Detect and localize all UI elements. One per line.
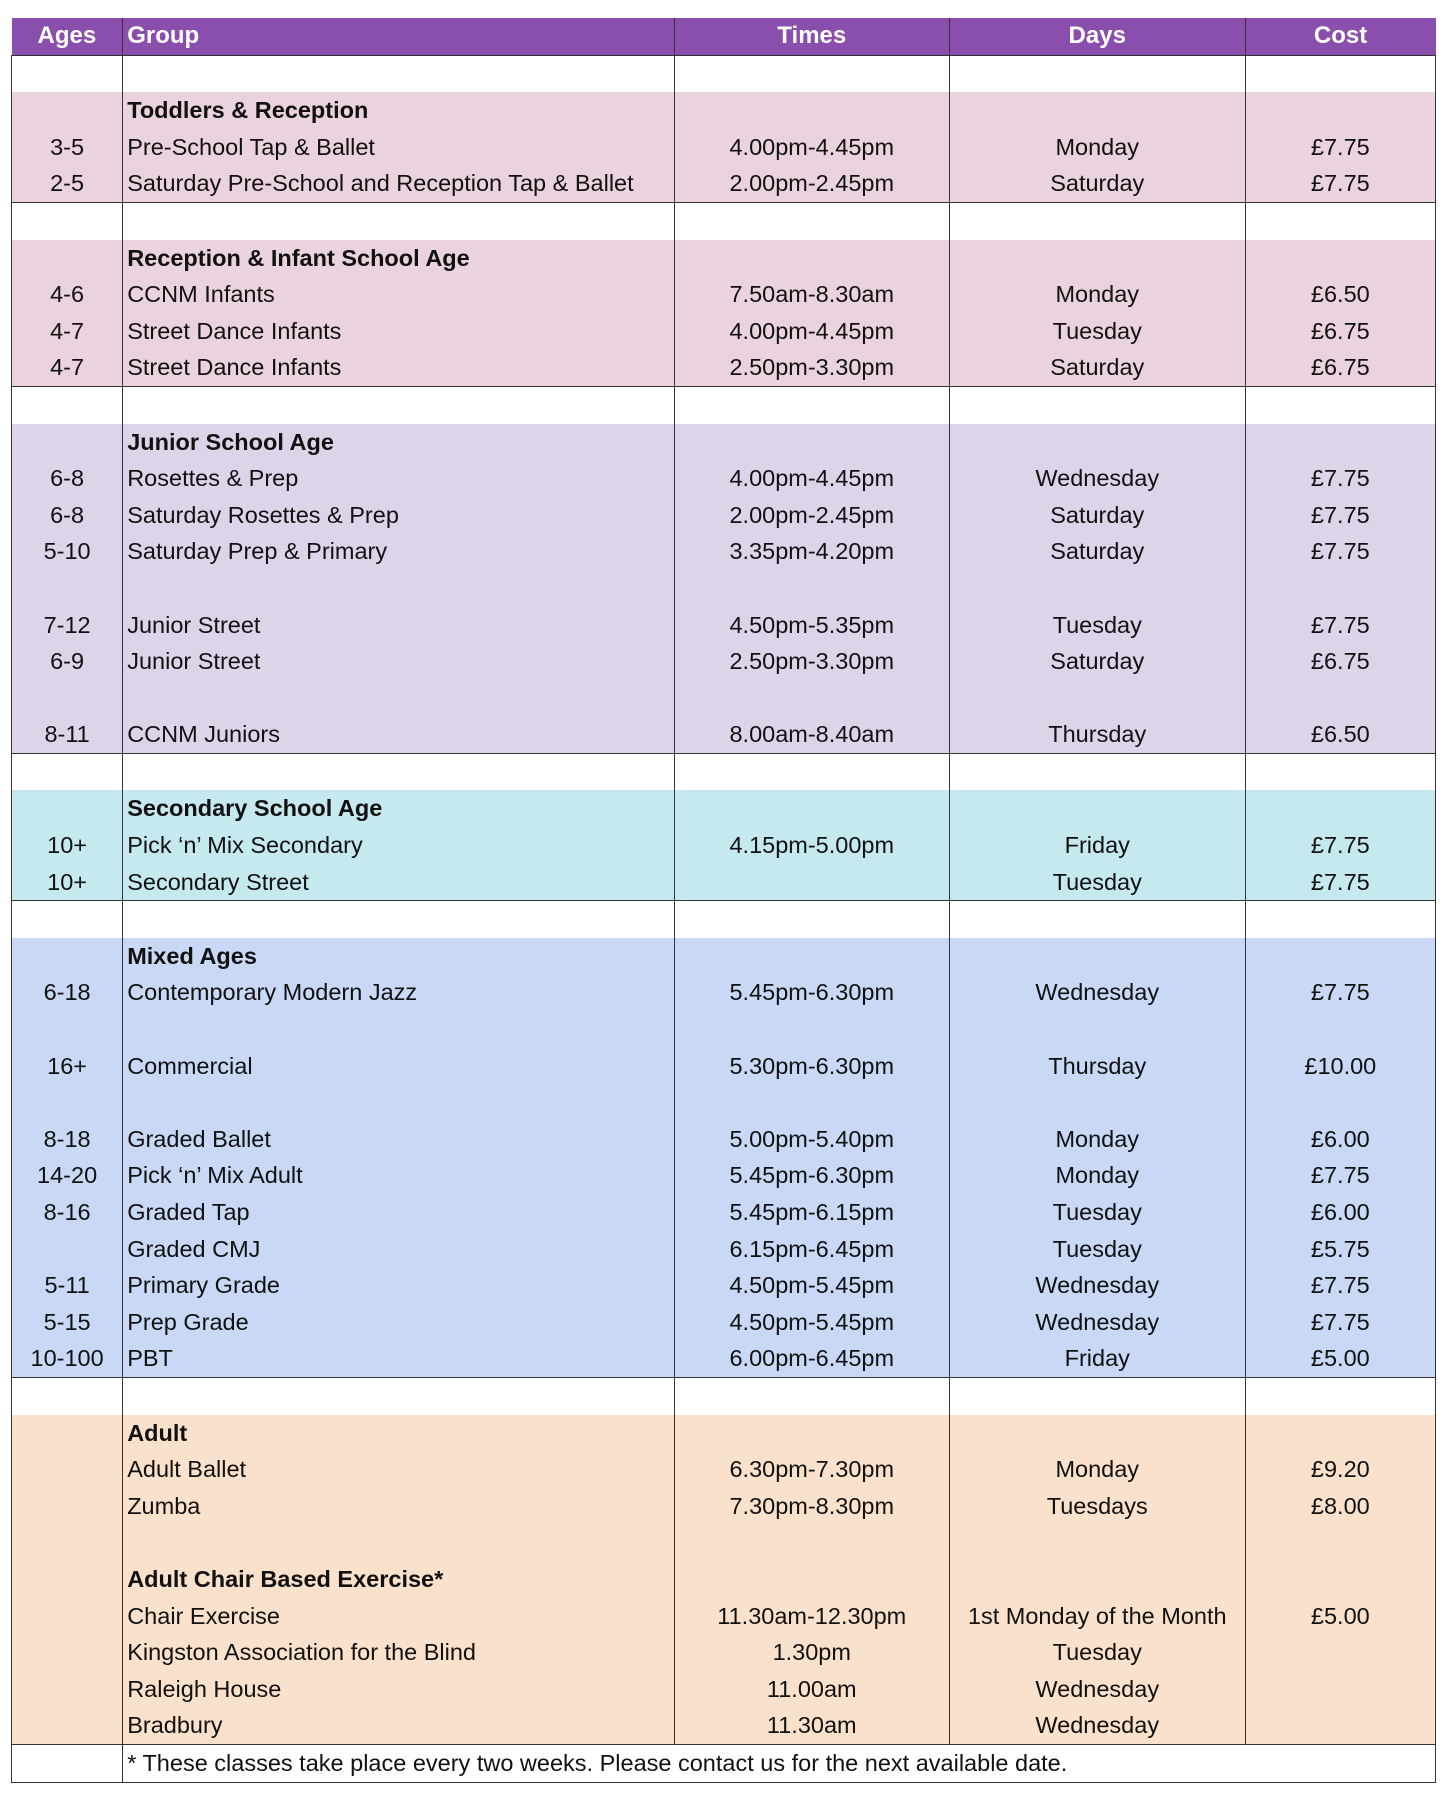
cell-times: 6.00pm-6.45pm <box>674 1340 949 1377</box>
cell-ages <box>12 1377 123 1414</box>
table-row <box>12 1011 1436 1048</box>
cell-ages <box>12 1231 123 1268</box>
cell-days <box>949 1011 1245 1048</box>
cell-times: 4.50pm-5.45pm <box>674 1267 949 1304</box>
cell-cost: £7.75 <box>1245 864 1435 901</box>
cell-times <box>674 1084 949 1121</box>
table-row <box>12 497 1436 534</box>
table-row <box>12 276 1436 313</box>
cell-times <box>674 55 949 92</box>
table-row <box>12 643 1436 680</box>
cell-group: Pick ‘n’ Mix Secondary <box>123 827 674 864</box>
cell-days: Tuesday <box>949 864 1245 901</box>
cell-group: Contemporary Modern Jazz <box>123 974 674 1011</box>
cell-ages: 6-9 <box>12 643 123 680</box>
cell-times: 7.30pm-8.30pm <box>674 1488 949 1525</box>
cell-cost <box>1245 386 1435 423</box>
cell-cost: £6.00 <box>1245 1194 1435 1231</box>
cell-cost <box>1245 92 1435 129</box>
cell-ages <box>12 938 123 975</box>
cell-days: Saturday <box>949 533 1245 570</box>
table-row <box>12 1231 1436 1268</box>
cell-cost: £6.75 <box>1245 349 1435 386</box>
cell-ages <box>12 202 123 239</box>
table-row <box>12 716 1436 753</box>
cell-ages <box>12 1488 123 1525</box>
cell-cost: £7.75 <box>1245 129 1435 166</box>
cell-group: Primary Grade <box>123 1267 674 1304</box>
cell-group <box>123 1377 674 1414</box>
cell-days: Wednesday <box>949 1304 1245 1341</box>
cell-times: 5.30pm-6.30pm <box>674 1048 949 1085</box>
cell-group: Graded Tap <box>123 1194 674 1231</box>
cell-group: Junior Street <box>123 607 674 644</box>
table-row <box>12 1267 1436 1304</box>
cell-cost <box>1245 424 1435 461</box>
cell-group: Pick ‘n’ Mix Adult <box>123 1157 674 1194</box>
table-row <box>12 864 1436 901</box>
cell-cost <box>1245 1011 1435 1048</box>
cell-ages <box>12 1707 123 1744</box>
cell-group: Adult Ballet <box>123 1451 674 1488</box>
cell-ages <box>12 1744 123 1782</box>
cell-cost: £5.75 <box>1245 1231 1435 1268</box>
cell-group: Kingston Association for the Blind <box>123 1634 674 1671</box>
cell-cost <box>1245 1671 1435 1708</box>
section-heading: Secondary School Age <box>123 790 674 827</box>
cell-ages: 8-18 <box>12 1121 123 1158</box>
cell-ages <box>12 570 123 607</box>
spacer-row <box>12 55 1436 92</box>
cell-cost: £5.00 <box>1245 1598 1435 1635</box>
cell-days: Wednesday <box>949 1267 1245 1304</box>
cell-cost <box>1245 240 1435 277</box>
cell-cost: £7.75 <box>1245 974 1435 1011</box>
cell-ages <box>12 386 123 423</box>
cell-times: 2.00pm-2.45pm <box>674 497 949 534</box>
cell-ages: 8-16 <box>12 1194 123 1231</box>
cell-cost: £7.75 <box>1245 533 1435 570</box>
cell-times <box>674 570 949 607</box>
table-row <box>12 1304 1436 1341</box>
cell-cost <box>1245 1561 1435 1598</box>
cell-ages: 6-18 <box>12 974 123 1011</box>
cell-days <box>949 570 1245 607</box>
cell-times: 11.30am <box>674 1707 949 1744</box>
cell-days: Thursday <box>949 716 1245 753</box>
cell-days <box>949 1377 1245 1414</box>
table-row <box>12 1561 1436 1598</box>
header-days: Days <box>949 18 1245 55</box>
cell-days <box>949 753 1245 790</box>
cell-days: Thursday <box>949 1048 1245 1085</box>
cell-ages <box>12 1598 123 1635</box>
cell-ages <box>12 901 123 938</box>
cell-times <box>674 1524 949 1561</box>
cell-group: Secondary Street <box>123 864 674 901</box>
cell-group: Zumba <box>123 1488 674 1525</box>
cell-group: Rosettes & Prep <box>123 460 674 497</box>
cell-cost: £7.75 <box>1245 1157 1435 1194</box>
cell-times <box>674 1415 949 1452</box>
cell-cost: £6.75 <box>1245 313 1435 350</box>
cell-days: Tuesday <box>949 1194 1245 1231</box>
cell-group <box>123 386 674 423</box>
cell-ages: 4-7 <box>12 313 123 350</box>
cell-cost <box>1245 1634 1435 1671</box>
cell-times: 2.50pm-3.30pm <box>674 643 949 680</box>
cell-times: 1.30pm <box>674 1634 949 1671</box>
cell-days <box>949 938 1245 975</box>
cell-cost: £7.75 <box>1245 607 1435 644</box>
cell-days: Friday <box>949 827 1245 864</box>
cell-ages: 6-8 <box>12 497 123 534</box>
cell-days <box>949 92 1245 129</box>
cell-times: 8.00am-8.40am <box>674 716 949 753</box>
cell-group: Street Dance Infants <box>123 313 674 350</box>
cell-ages: 5-15 <box>12 1304 123 1341</box>
cell-ages: 4-6 <box>12 276 123 313</box>
cell-ages <box>12 1524 123 1561</box>
footnote: * These classes take place every two weeks. Please contact us for the next available date. <box>123 1744 1436 1782</box>
table-row <box>12 680 1436 717</box>
cell-days <box>949 240 1245 277</box>
cell-group: PBT <box>123 1340 674 1377</box>
cell-group <box>123 753 674 790</box>
cell-ages: 16+ <box>12 1048 123 1085</box>
cell-group <box>123 1524 674 1561</box>
cell-group: Commercial <box>123 1048 674 1085</box>
cell-days: Tuesdays <box>949 1488 1245 1525</box>
cell-cost <box>1245 1084 1435 1121</box>
cell-days: Tuesday <box>949 1231 1245 1268</box>
cell-times: 7.50am-8.30am <box>674 276 949 313</box>
table-row <box>12 570 1436 607</box>
cell-days <box>949 1415 1245 1452</box>
cell-cost: £6.50 <box>1245 716 1435 753</box>
cell-group: Bradbury <box>123 1707 674 1744</box>
cell-ages: 10+ <box>12 864 123 901</box>
cell-group <box>123 1084 674 1121</box>
table-row <box>12 1488 1436 1525</box>
cell-group: CCNM Infants <box>123 276 674 313</box>
section-heading-row <box>12 240 1436 277</box>
subsection-heading: Adult Chair Based Exercise* <box>123 1561 674 1598</box>
cell-cost: £7.75 <box>1245 1267 1435 1304</box>
cell-cost: £10.00 <box>1245 1048 1435 1085</box>
section-heading: Toddlers & Reception <box>123 92 674 129</box>
cell-cost <box>1245 1377 1435 1414</box>
timetable-body <box>12 55 1436 1782</box>
cell-ages: 5-11 <box>12 1267 123 1304</box>
cell-days <box>949 386 1245 423</box>
table-row <box>12 1340 1436 1377</box>
table-row <box>12 1194 1436 1231</box>
cell-times <box>674 424 949 461</box>
cell-times: 3.35pm-4.20pm <box>674 533 949 570</box>
cell-times: 6.15pm-6.45pm <box>674 1231 949 1268</box>
cell-days: Monday <box>949 1451 1245 1488</box>
cell-times <box>674 386 949 423</box>
section-heading-row <box>12 1415 1436 1452</box>
cell-times: 6.30pm-7.30pm <box>674 1451 949 1488</box>
cell-ages: 2-5 <box>12 165 123 202</box>
cell-times <box>674 680 949 717</box>
table-row <box>12 349 1436 386</box>
cell-days <box>949 680 1245 717</box>
header-times: Times <box>674 18 949 55</box>
cell-cost: £8.00 <box>1245 1488 1435 1525</box>
cell-cost: £7.75 <box>1245 497 1435 534</box>
cell-days: Wednesday <box>949 460 1245 497</box>
class-timetable <box>11 18 1436 1783</box>
cell-ages: 7-12 <box>12 607 123 644</box>
cell-group <box>123 901 674 938</box>
cell-times <box>674 901 949 938</box>
cell-ages: 4-7 <box>12 349 123 386</box>
cell-ages <box>12 92 123 129</box>
cell-times <box>674 1561 949 1598</box>
table-row <box>12 1707 1436 1744</box>
cell-times: 4.50pm-5.45pm <box>674 1304 949 1341</box>
spacer-row <box>12 1377 1436 1414</box>
cell-ages <box>12 790 123 827</box>
cell-days: Monday <box>949 1121 1245 1158</box>
section-heading: Mixed Ages <box>123 938 674 975</box>
cell-times <box>674 240 949 277</box>
cell-group: CCNM Juniors <box>123 716 674 753</box>
cell-days <box>949 1524 1245 1561</box>
table-row <box>12 1671 1436 1708</box>
cell-ages <box>12 1634 123 1671</box>
cell-times <box>674 92 949 129</box>
section-heading: Adult <box>123 1415 674 1452</box>
cell-days: 1st Monday of the Month <box>949 1598 1245 1635</box>
table-row <box>12 974 1436 1011</box>
cell-cost <box>1245 938 1435 975</box>
cell-ages: 14-20 <box>12 1157 123 1194</box>
cell-days: Tuesday <box>949 313 1245 350</box>
table-row <box>12 165 1436 202</box>
cell-times <box>674 1011 949 1048</box>
cell-days: Saturday <box>949 497 1245 534</box>
cell-cost <box>1245 1707 1435 1744</box>
table-row <box>12 460 1436 497</box>
cell-times <box>674 864 949 901</box>
cell-days <box>949 1084 1245 1121</box>
table-row <box>12 129 1436 166</box>
cell-times: 11.30am-12.30pm <box>674 1598 949 1635</box>
section-heading-row <box>12 424 1436 461</box>
cell-days <box>949 901 1245 938</box>
cell-ages: 10-100 <box>12 1340 123 1377</box>
cell-group: Prep Grade <box>123 1304 674 1341</box>
cell-times <box>674 938 949 975</box>
section-heading-row <box>12 938 1436 975</box>
cell-days: Monday <box>949 1157 1245 1194</box>
cell-ages <box>12 240 123 277</box>
cell-ages <box>12 55 123 92</box>
cell-cost <box>1245 570 1435 607</box>
cell-ages <box>12 1084 123 1121</box>
cell-times: 4.00pm-4.45pm <box>674 129 949 166</box>
cell-times: 4.50pm-5.35pm <box>674 607 949 644</box>
cell-ages <box>12 424 123 461</box>
cell-group <box>123 680 674 717</box>
cell-ages: 3-5 <box>12 129 123 166</box>
cell-cost: £6.75 <box>1245 643 1435 680</box>
cell-times: 5.45pm-6.30pm <box>674 1157 949 1194</box>
cell-group: Chair Exercise <box>123 1598 674 1635</box>
spacer-row <box>12 386 1436 423</box>
section-heading-row <box>12 790 1436 827</box>
cell-cost: £7.75 <box>1245 827 1435 864</box>
cell-group: Street Dance Infants <box>123 349 674 386</box>
cell-ages: 6-8 <box>12 460 123 497</box>
cell-group: Saturday Pre-School and Reception Tap & Ballet <box>123 165 674 202</box>
cell-days: Monday <box>949 276 1245 313</box>
cell-ages <box>12 1415 123 1452</box>
cell-ages <box>12 1011 123 1048</box>
section-heading: Reception & Infant School Age <box>123 240 674 277</box>
cell-days: Wednesday <box>949 974 1245 1011</box>
table-row <box>12 1084 1436 1121</box>
cell-days: Saturday <box>949 349 1245 386</box>
cell-days: Saturday <box>949 643 1245 680</box>
cell-group: Graded CMJ <box>123 1231 674 1268</box>
table-row <box>12 1451 1436 1488</box>
cell-group: Graded Ballet <box>123 1121 674 1158</box>
table-row <box>12 1048 1436 1085</box>
table-row <box>12 1157 1436 1194</box>
cell-group: Pre-School Tap & Ballet <box>123 129 674 166</box>
cell-ages <box>12 1451 123 1488</box>
cell-days <box>949 202 1245 239</box>
cell-days <box>949 1561 1245 1598</box>
cell-group: Saturday Prep & Primary <box>123 533 674 570</box>
cell-ages <box>12 753 123 790</box>
table-row <box>12 607 1436 644</box>
table-row <box>12 827 1436 864</box>
cell-days <box>949 55 1245 92</box>
cell-cost: £7.75 <box>1245 165 1435 202</box>
header-ages: Ages <box>12 18 123 55</box>
section-heading: Junior School Age <box>123 424 674 461</box>
spacer-row <box>12 202 1436 239</box>
cell-group: Junior Street <box>123 643 674 680</box>
section-heading-row <box>12 92 1436 129</box>
header-row <box>12 18 1436 55</box>
footnote-row <box>12 1744 1436 1782</box>
cell-ages <box>12 1671 123 1708</box>
cell-days: Tuesday <box>949 1634 1245 1671</box>
table-row <box>12 1634 1436 1671</box>
cell-times: 5.45pm-6.15pm <box>674 1194 949 1231</box>
cell-days <box>949 790 1245 827</box>
cell-times: 2.00pm-2.45pm <box>674 165 949 202</box>
cell-days: Saturday <box>949 165 1245 202</box>
cell-ages: 5-10 <box>12 533 123 570</box>
cell-days: Monday <box>949 129 1245 166</box>
cell-cost <box>1245 55 1435 92</box>
cell-cost: £9.20 <box>1245 1451 1435 1488</box>
cell-cost <box>1245 680 1435 717</box>
spacer-row <box>12 901 1436 938</box>
cell-group <box>123 55 674 92</box>
cell-times: 2.50pm-3.30pm <box>674 349 949 386</box>
table-row <box>12 1524 1436 1561</box>
cell-ages: 8-11 <box>12 716 123 753</box>
table-row <box>12 1121 1436 1158</box>
cell-cost: £5.00 <box>1245 1340 1435 1377</box>
cell-times: 4.00pm-4.45pm <box>674 460 949 497</box>
cell-cost <box>1245 753 1435 790</box>
cell-group <box>123 1011 674 1048</box>
cell-days: Wednesday <box>949 1707 1245 1744</box>
cell-times <box>674 753 949 790</box>
cell-cost: £7.75 <box>1245 460 1435 497</box>
cell-cost: £6.50 <box>1245 276 1435 313</box>
cell-cost <box>1245 790 1435 827</box>
table-row <box>12 1598 1436 1635</box>
cell-times: 11.00am <box>674 1671 949 1708</box>
cell-group <box>123 202 674 239</box>
cell-cost <box>1245 1524 1435 1561</box>
cell-days <box>949 424 1245 461</box>
cell-times: 5.45pm-6.30pm <box>674 974 949 1011</box>
cell-times: 5.00pm-5.40pm <box>674 1121 949 1158</box>
cell-times <box>674 202 949 239</box>
cell-group: Raleigh House <box>123 1671 674 1708</box>
cell-ages <box>12 680 123 717</box>
cell-cost: £6.00 <box>1245 1121 1435 1158</box>
header-cost: Cost <box>1245 18 1435 55</box>
cell-cost <box>1245 202 1435 239</box>
cell-cost: £7.75 <box>1245 1304 1435 1341</box>
cell-times <box>674 1377 949 1414</box>
cell-times <box>674 790 949 827</box>
table-row <box>12 533 1436 570</box>
cell-group: Saturday Rosettes & Prep <box>123 497 674 534</box>
cell-times: 4.00pm-4.45pm <box>674 313 949 350</box>
cell-ages: 10+ <box>12 827 123 864</box>
header-group: Group <box>123 18 674 55</box>
table-row <box>12 313 1436 350</box>
cell-days: Wednesday <box>949 1671 1245 1708</box>
cell-days: Friday <box>949 1340 1245 1377</box>
cell-cost <box>1245 901 1435 938</box>
cell-group <box>123 570 674 607</box>
cell-days: Tuesday <box>949 607 1245 644</box>
cell-cost <box>1245 1415 1435 1452</box>
spacer-row <box>12 753 1436 790</box>
cell-ages <box>12 1561 123 1598</box>
cell-times: 4.15pm-5.00pm <box>674 827 949 864</box>
